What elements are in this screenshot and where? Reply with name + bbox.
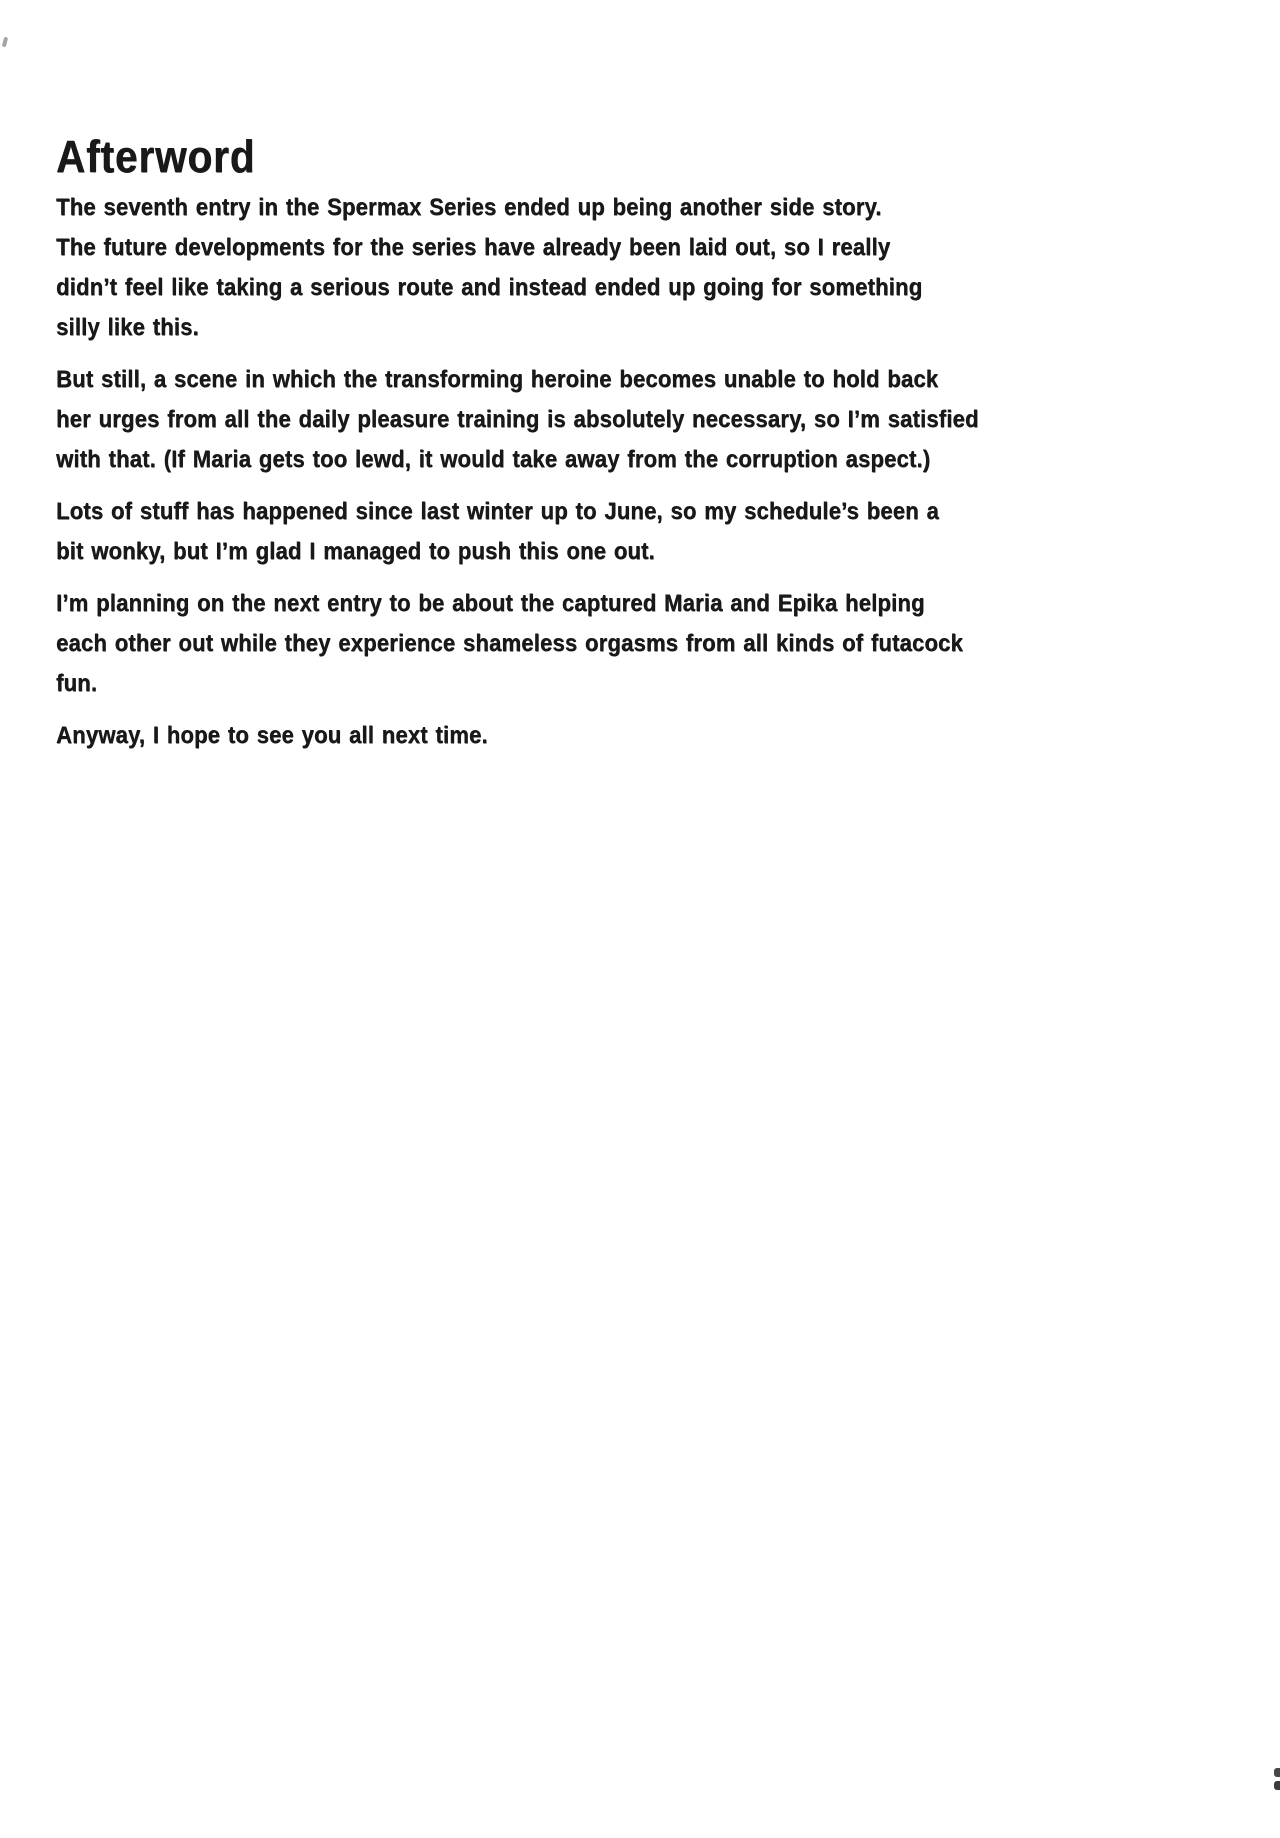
text-line: with that. (If Maria gets too lewd, it would take away from the corruption aspect.) bbox=[56, 446, 931, 473]
text-line: The seventh entry in the Spermax Series ended up being another side story. bbox=[56, 194, 882, 221]
text-line: I’m planning on the next entry to be about the captured Maria and Epika helping bbox=[56, 590, 925, 617]
text-line: each other out while they experience shameless orgasms from all kinds of futacock bbox=[56, 630, 963, 657]
text-line: Anyway, I hope to see you all next time. bbox=[56, 722, 488, 749]
scan-mark-icon bbox=[1274, 1768, 1280, 1777]
text-line: silly like this. bbox=[56, 314, 199, 341]
page-title: Afterword bbox=[56, 131, 256, 182]
paragraph-4 bbox=[56, 584, 1118, 704]
paragraph-1 bbox=[56, 188, 1118, 348]
text-line: The future developments for the series have already been laid out, so I really bbox=[56, 234, 891, 261]
paragraph-2 bbox=[56, 360, 1118, 480]
paragraph-5 bbox=[56, 716, 1118, 756]
text-line: Lots of stuff has happened since last winter up to June, so my schedule’s been a bbox=[56, 498, 939, 525]
scan-speck-icon bbox=[2, 37, 8, 48]
scan-mark-icon bbox=[1274, 1781, 1280, 1790]
text-line: bit wonky, but I’m glad I managed to push this one out. bbox=[56, 538, 655, 565]
text-line: But still, a scene in which the transforming heroine becomes unable to hold back bbox=[56, 366, 939, 393]
text-line: fun. bbox=[56, 670, 98, 697]
paragraph-3 bbox=[56, 492, 1118, 572]
text-line: didn’t feel like taking a serious route and instead ended up going for something bbox=[56, 274, 923, 301]
afterword-content bbox=[56, 128, 1118, 768]
text-line: her urges from all the daily pleasure training is absolutely necessary, so I’m satisfied bbox=[56, 406, 979, 433]
